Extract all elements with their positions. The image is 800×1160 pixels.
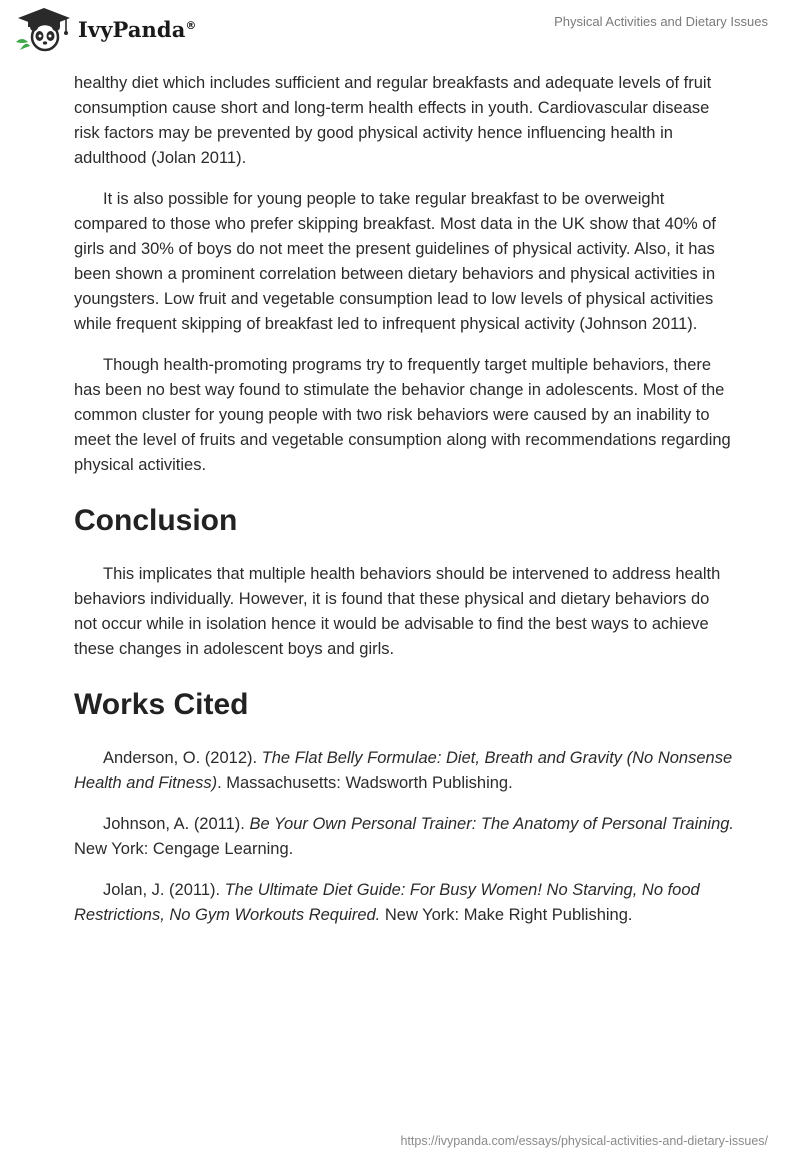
conclusion-paragraph: This implicates that multiple health behaviors should be intervened to address health behaviors individually. However, it is found that these physical and dietary behaviors do not occur while in isolation hence it would be advisable to find the best ways to achieve these changes in adolescent boys and girls.: [74, 565, 721, 658]
source-url[interactable]: https://ivypanda.com/essays/physical-activities-and-dietary-issues/: [400, 1134, 768, 1148]
essay-content: [74, 71, 734, 944]
document-title: Physical Activities and Dietary Issues: [554, 14, 768, 29]
citation-jolan: Jolan, J. (2011). The Ultimate Diet Guide: For Busy Women! No Starving, No food Restrictions, No Gym Workouts Required. New York: Make Right Publishing.: [74, 881, 700, 924]
citation-title: The Flat Belly Formulae: Diet, Breath and Gravity (No Nonsense Health and Fitness): [74, 749, 733, 792]
body-paragraph-3: Though health-promoting programs try to frequently target multiple behaviors, there has been no best way found to stimulate the behavior change in adolescents. Most of the common cluster for young people with two risk behaviors were caused by an inability to meet the level of fruits and vegetable consumption along with recommendations regarding physical activities.: [74, 356, 731, 474]
citation-title: Be Your Own Personal Trainer: The Anatomy of Personal Training.: [249, 815, 735, 833]
citation-johnson: Johnson, A. (2011). Be Your Own Personal Trainer: The Anatomy of Personal Training. New York: Cengage Learning.: [74, 815, 735, 858]
ivypanda-logo[interactable]: [14, 6, 197, 52]
panda-graduate-icon: [14, 6, 74, 52]
works-cited-heading: Works Cited: [74, 688, 249, 721]
citation-anderson: Anderson, O. (2012). The Flat Belly Formulae: Diet, Breath and Gravity (No Nonsense Health and Fitness). Massachusetts: Wadsworth Publishing.: [74, 749, 733, 792]
body-paragraph-1: healthy diet which includes sufficient and regular breakfasts and adequate levels of fruit consumption cause short and long-term health effects in youth. Cardiovascular disease risk factors may be prevented by good physical activity hence influencing health in adulthood (Jolan 2011).: [74, 74, 712, 167]
page-header: [0, 0, 800, 70]
logo-text: IvyPanda®: [78, 16, 197, 42]
body-paragraph-2: It is also possible for young people to take regular breakfast to be overweight compared to those who prefer skipping breakfast. Most data in the UK show that 40% of girls and 30% of boys do not meet the present guidelines of physical activity. Also, it has been shown a prominent correlation between dietary behaviors and physical activities in youngsters. Low fruit and vegetable consumption lead to low levels of physical activities while frequent skipping of breakfast led to infrequent physical activity (Johnson 2011).: [74, 190, 717, 333]
citation-title: The Ultimate Diet Guide: For Busy Women! No Starving, No food Restrictions, No Gym Workouts Required.: [74, 881, 700, 924]
conclusion-heading: Conclusion: [74, 504, 238, 537]
